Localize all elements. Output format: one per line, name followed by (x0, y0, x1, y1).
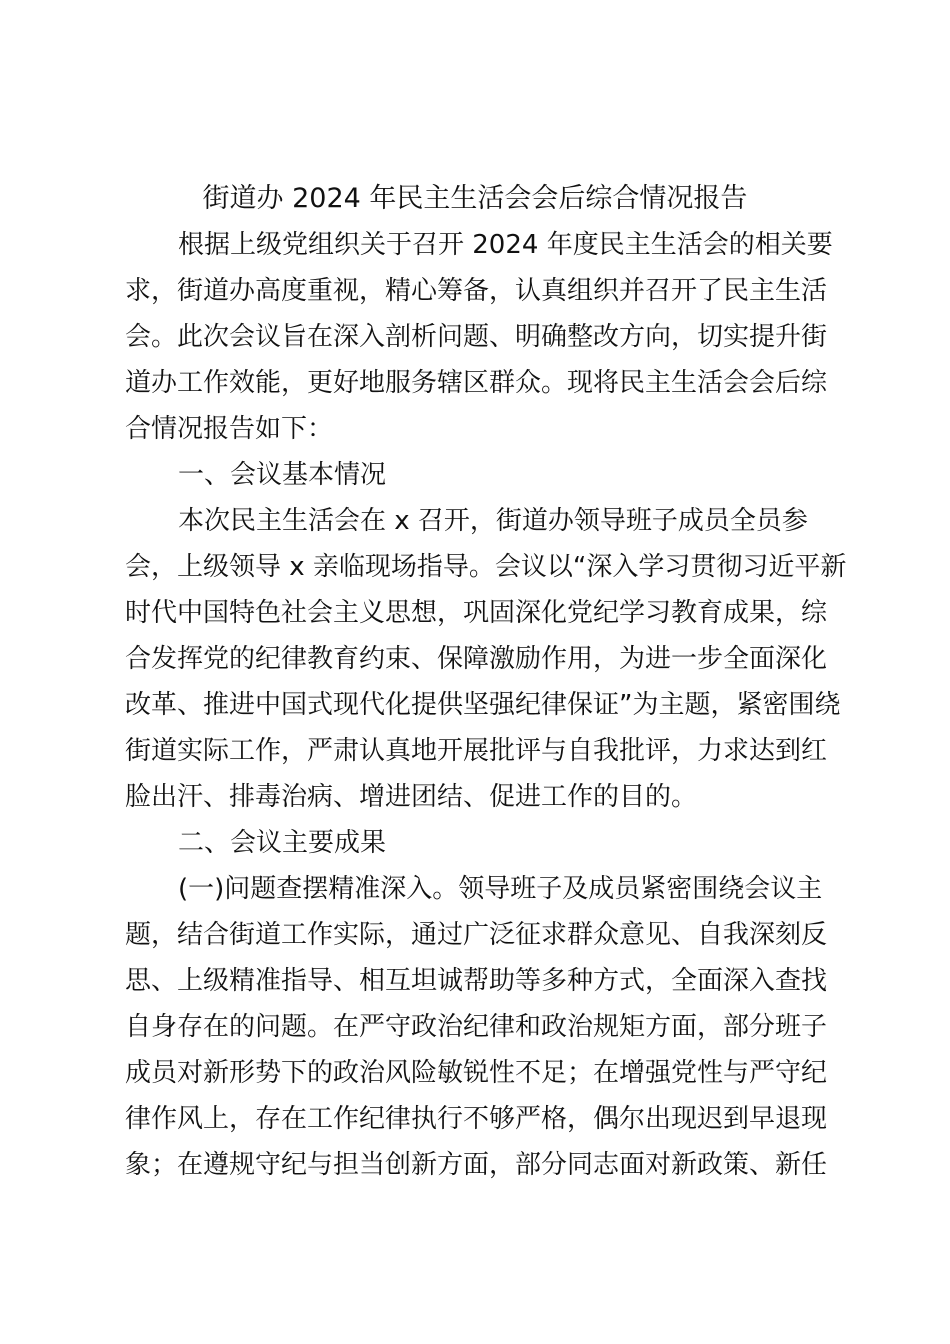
paragraph-results-line-4: 自身存在的问题。在严守政治纪律和政治规矩方面，部分班子 (125, 1012, 828, 1042)
paragraph-intro-line-4: 道办工作效能，更好地服务辖区群众。现将民主生活会会后综 (125, 368, 828, 398)
paragraph-basic-line-1: 本次民主生活会在 x 召开，街道办领导班子成员全员参 (178, 506, 808, 536)
paragraph-intro-line-1: 根据上级党组织关于召开 2024 年度民主生活会的相关要 (178, 230, 833, 260)
paragraph-basic-line-3: 时代中国特色社会主义思想，巩固深化党纪学习教育成果，综 (125, 598, 828, 628)
paragraph-intro-line-3: 会。此次会议旨在深入剖析问题、明确整改方向，切实提升街 (125, 322, 828, 352)
paragraph-results-line-6: 律作风上，存在工作纪律执行不够严格，偶尔出现迟到早退现 (125, 1104, 828, 1134)
paragraph-intro-line-5: 合情况报告如下： (125, 414, 334, 444)
document-title: 街道办 2024 年民主生活会会后综合情况报告 (202, 183, 748, 214)
paragraph-basic-line-2: 会，上级领导 x 亲临现场指导。会议以“深入学习贯彻习近平新 (125, 552, 847, 582)
paragraph-basic-line-7: 脸出汗、排毒治病、增进团结、促进工作的目的。 (125, 782, 698, 812)
paragraph-basic-line-5: 改革、推进中国式现代化提供坚强纪律保证”为主题，紧密围绕 (125, 690, 841, 720)
paragraph-basic-line-6: 街道实际工作，严肃认真地开展批评与自我批评，力求达到红 (125, 736, 828, 766)
section-heading-1: 一、会议基本情况 (178, 460, 387, 490)
paragraph-basic-line-4: 合发挥党的纪律教育约束、保障激励作用，为进一步全面深化 (125, 644, 828, 674)
paragraph-results-line-1: (一)问题查摆精准深入。领导班子及成员紧密围绕会议主 (178, 874, 823, 904)
paragraph-results-line-5: 成员对新形势下的政治风险敏锐性不足；在增强党性与严守纪 (125, 1058, 828, 1088)
paragraph-results-line-2: 题，结合街道工作实际，通过广泛征求群众意见、自我深刻反 (125, 920, 828, 950)
paragraph-results-line-3: 思、上级精准指导、相互坦诚帮助等多种方式，全面深入查找 (125, 966, 828, 996)
paragraph-intro-line-2: 求，街道办高度重视，精心筹备，认真组织并召开了民主生活 (125, 276, 828, 306)
paragraph-results-line-7: 象；在遵规守纪与担当创新方面，部分同志面对新政策、新任 (125, 1150, 828, 1180)
section-heading-2: 二、会议主要成果 (178, 828, 387, 858)
